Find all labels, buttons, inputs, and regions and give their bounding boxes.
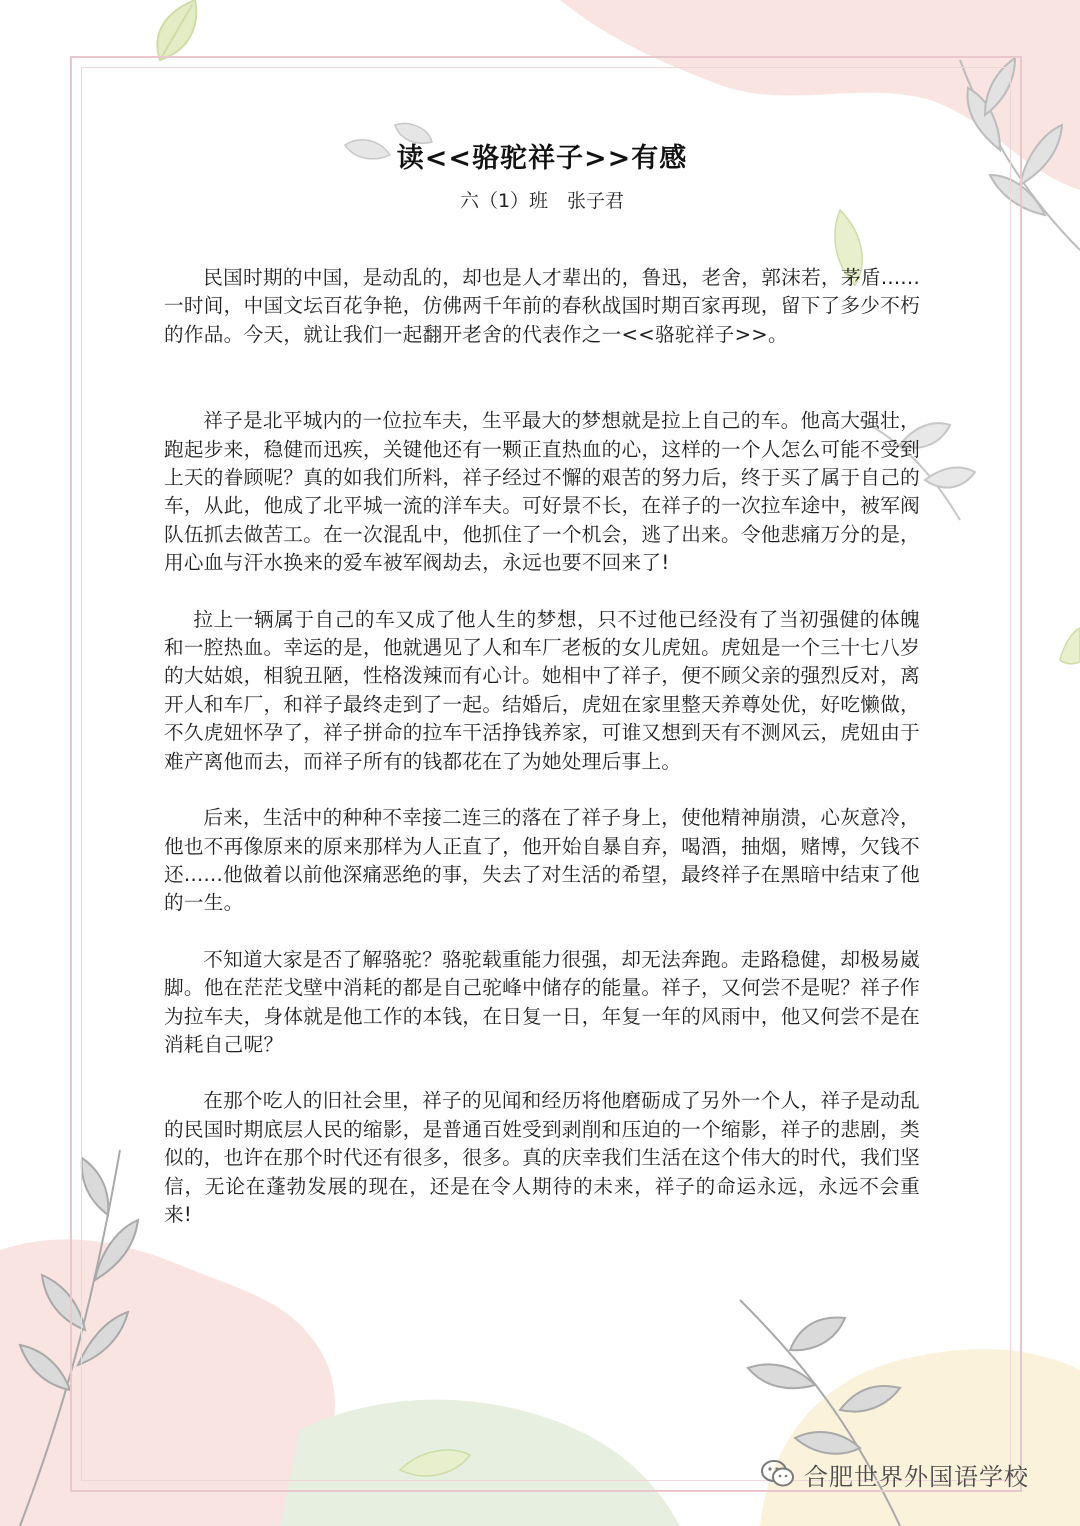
paragraph-4: 后来，生活中的种种不幸接二连三的落在了祥子身上，使他精神崩溃，心灰意冷，他也不再像原来的原来那样为人正直了，他开始自暴自弃，喝酒，抽烟，赌博，欠钱不还......他做着以前他深痛恶绝的事，失去了对生活的希望，最终祥子在黑暗中结束了他的一生。 — [164, 806, 920, 915]
paragraph-6: 在那个吃人的旧社会里，祥子的见闻和经历将他磨砺成了另外一个人，祥子是动乱的民国时期底层人民的缩影，是普通百姓受到剥削和压迫的一个缩影，祥子的悲剧，类似的，也许在那个时代还有很多，很多。真的庆幸我们生活在这个伟大的时代，我们坚信，无论在蓬勃发展的现在，还是在令人期待的未来，祥子的命运永远，永远不会重来! — [164, 1089, 920, 1226]
paragraph-5: 不知道大家是否了解骆驼？骆驼载重能力很强，却无法奔跑。走路稳健，却极易崴脚。他在茫茫戈壁中消耗的都是自己驼峰中储存的能量。祥子，又何尝不是呢？祥子作为拉车夫，身体就是他工作的本钱，在日复一日，年复一年的风雨中，他又何尝不是在消耗自己呢？ — [164, 947, 920, 1056]
paragraph-1: 民国时期的中国，是动乱的，却也是人才辈出的，鲁迅，老舍，郭沫若，茅盾......一时间，中国文坛百花争艳，仿佛两千年前的春秋战国时期百家再现，留下了多少不朽的作品。今天，就让我们一起翻开老舍的代表作之一<<骆驼祥子>>。 — [164, 266, 920, 346]
article-author: 六（1）班 张子君 — [459, 190, 625, 212]
paragraph-2: 祥子是北平城内的一位拉车夫，生平最大的梦想就是拉上自己的车。他高大强壮，跑起步来，稳健而迅疾，关键他还有一颗正直热血的心，这样的一个人怎么可能不受到上天的眷顾呢？真的如我们所料，祥子经过不懈的艰苦的努力后，终于买了属于自己的车，从此，他成了北平城一流的洋车夫。可好景不长，在祥子的一次拉车途中，被军阀队伍抓去做苦工。在一次混乱中，他抓住了一个机会，逃了出来。令他悲痛万分的是，用心血与汗水换来的爱车被军阀劫去，永远也要不回来了! — [164, 409, 920, 575]
article-title: 读<<骆驼祥子>>有感 — [396, 143, 688, 174]
wechat-icon — [760, 1459, 796, 1489]
leaf-right-edge — [1060, 628, 1080, 664]
article — [164, 136, 920, 1257]
leaf-top-left — [157, 0, 196, 60]
paragraph-3: 拉上一辆属于自己的车又成了他人生的梦想，只不过他已经没有了当初强健的体魄和一腔热血。幸运的是，他就遇见了人和车厂老板的女儿虎妞。虎妞是一个三十七八岁的大姑娘，相貌丑陋，性格泼辣而有心计。她相中了祥子，便不顾父亲的强烈反对，离开人和车厂，和祥子最终走到了一起。结婚后，虎妞在家里整天养尊处优，好吃懒做，不久虎妞怀孕了，祥子拼命的拉车干活挣钱养家，可谁又想到天有不测风云，虎妞由于难产离他而去，而祥子所有的钱都花在了为她处理后事上。 — [164, 607, 920, 773]
watermark-text: 合肥世界外国语学校 — [804, 1462, 1029, 1491]
watermark — [760, 1454, 1029, 1494]
